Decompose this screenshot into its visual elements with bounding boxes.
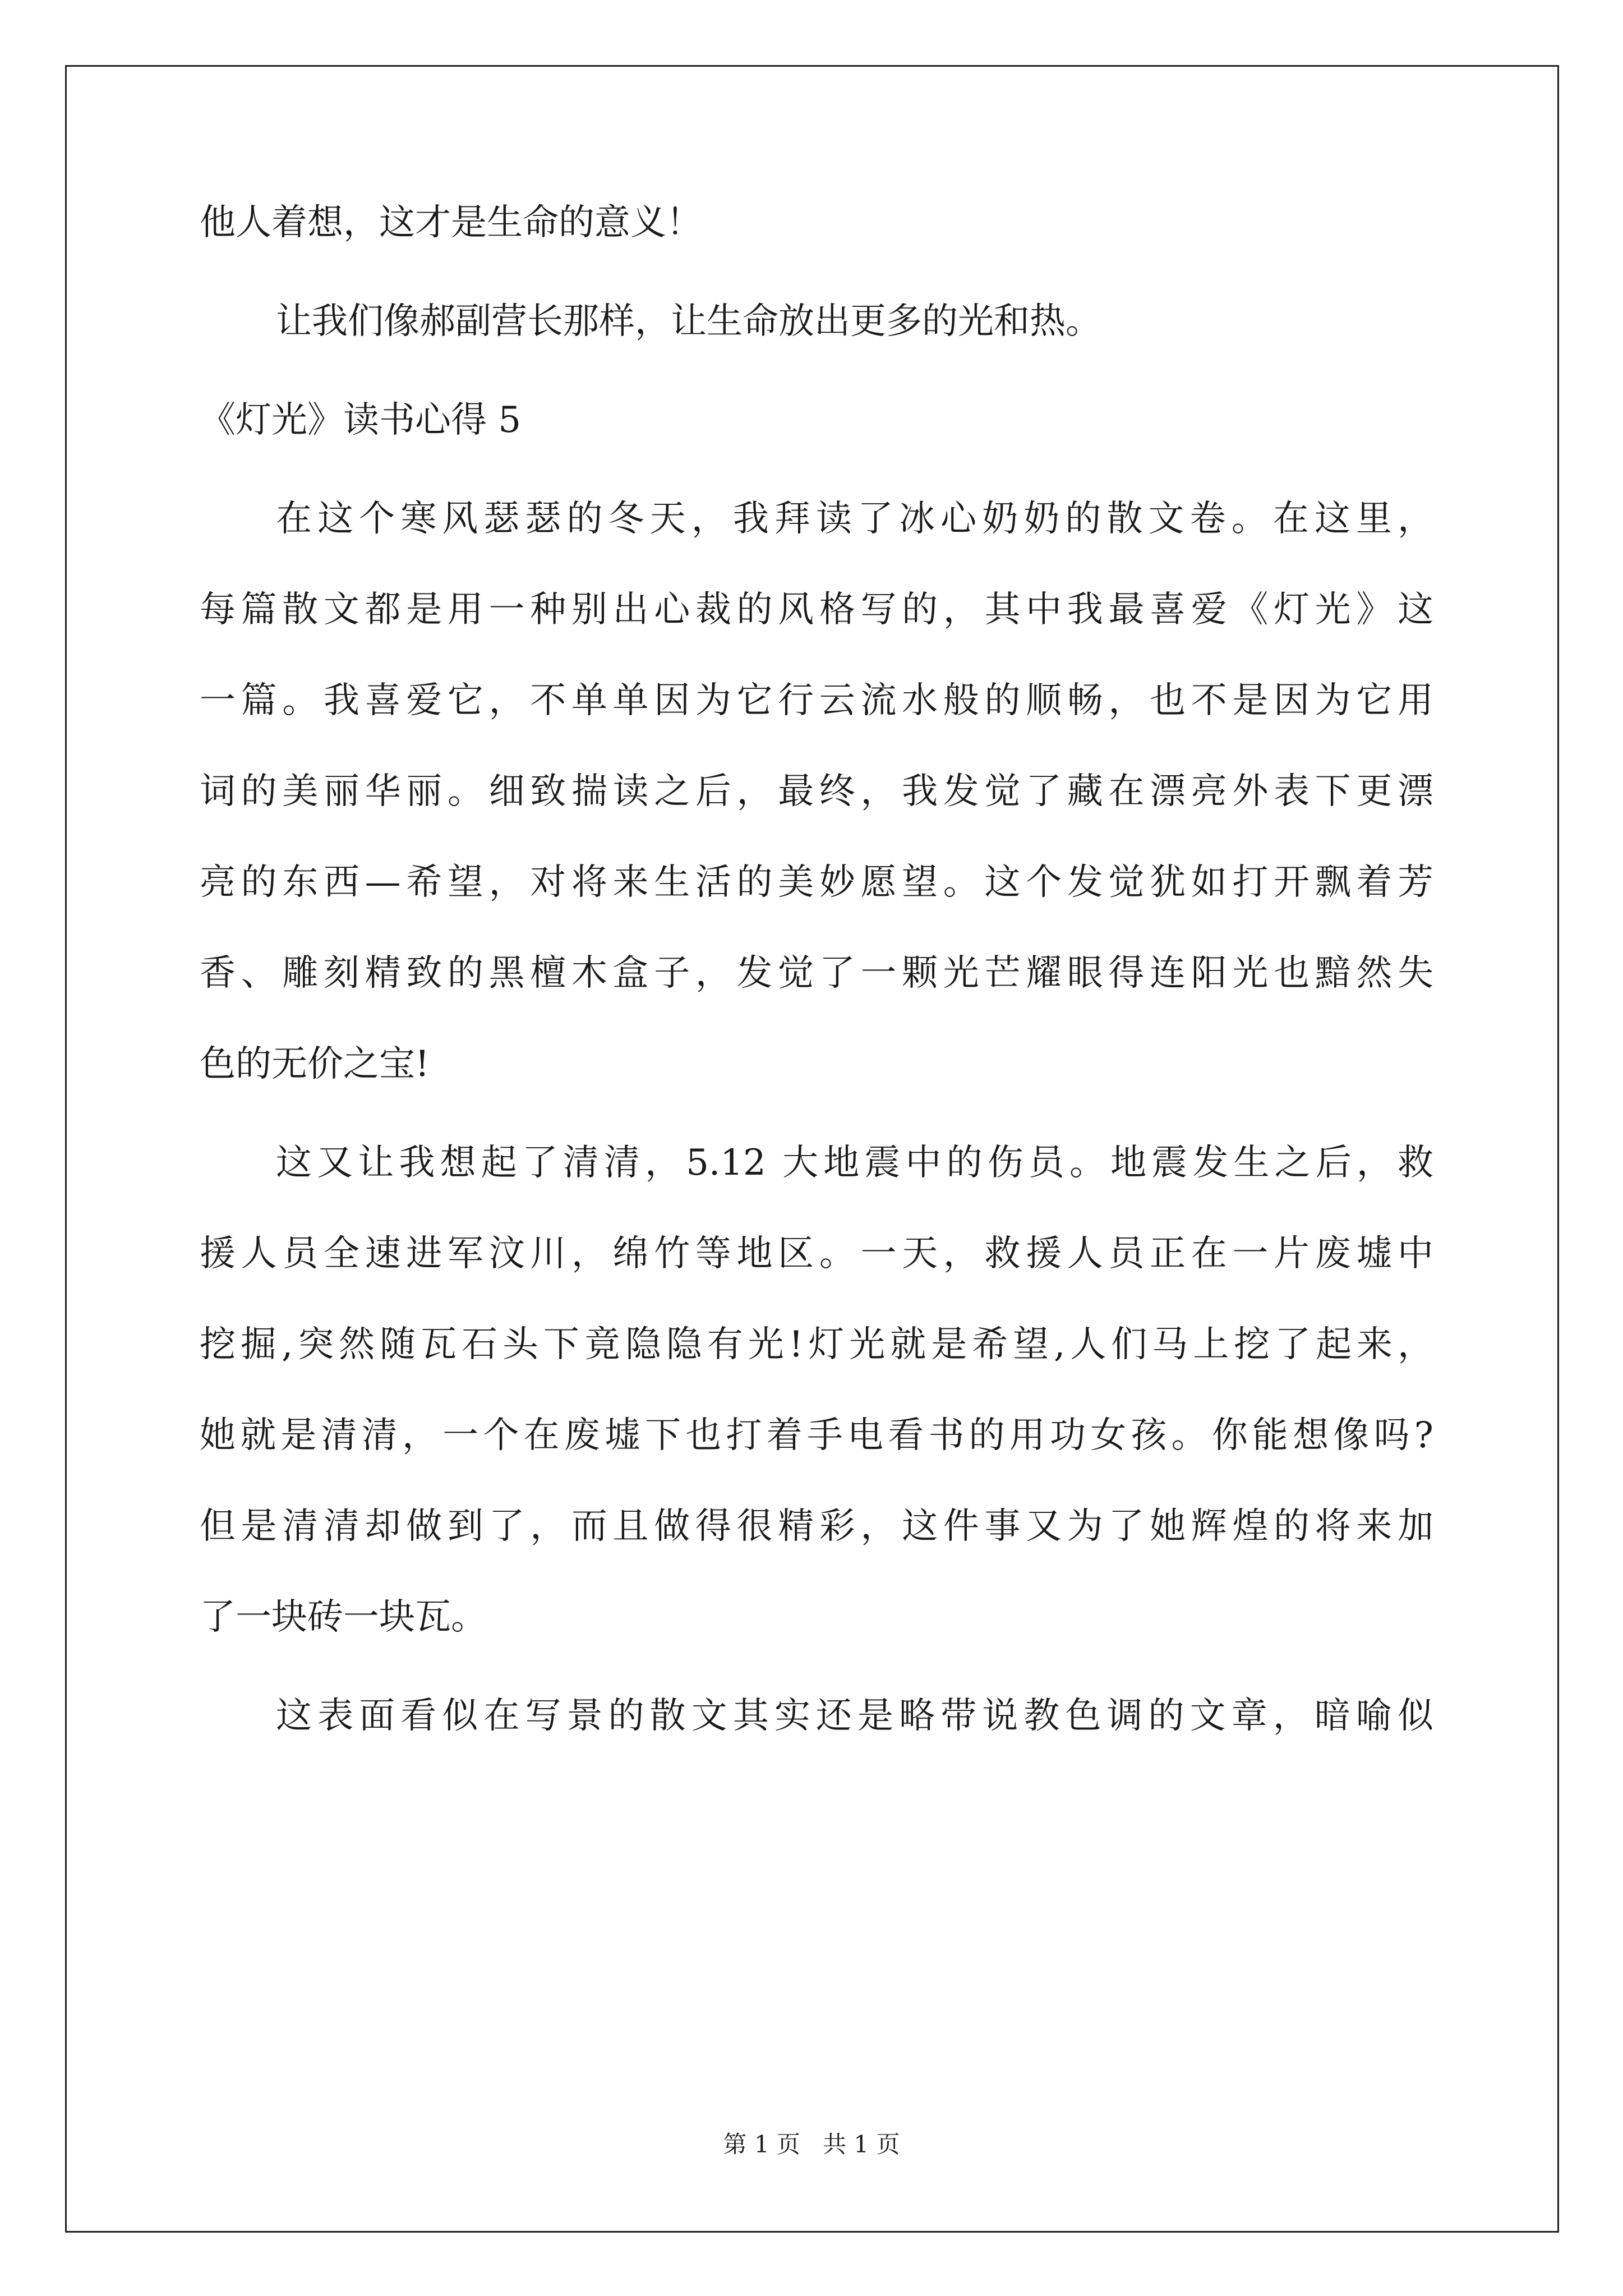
text-line: 在这个寒风瑟瑟的冬天，我拜读了冰心奶奶的散文卷。在这里， (276, 498, 1433, 540)
text-line: 但是清清却做到了，而且做得很精彩，这件事又为了她辉煌的将来加 (200, 1506, 1433, 1547)
text-line: 每篇散文都是用一种别出心裁的风格写的，其中我最喜爱《灯光》这 (200, 589, 1433, 631)
text-line: 一篇。我喜爱它，不单单因为它行云流水般的顺畅，也不是因为它用 (200, 680, 1433, 721)
page-total: 共 1 页 (823, 2131, 900, 2158)
text-line: 色的无价之宝! (200, 1043, 430, 1085)
page-footer (0, 2133, 1623, 2156)
section-heading: 《灯光》读书心得 5 (200, 399, 522, 441)
text-line: 他人着想，这才是生命的意义！ (200, 202, 702, 243)
text-line: 词的美丽华丽。细致揣读之后，最终，我发觉了藏在漂亮外表下更漂 (200, 771, 1433, 812)
text-line: 亮的东西—希望，对将来生活的美妙愿望。这个发觉犹如打开飘着芳 (200, 862, 1433, 903)
text-line: 她就是清清，一个在废墟下也打着手电看书的用功女孩。你能想像吗? (200, 1415, 1433, 1456)
document-body (200, 202, 1433, 1789)
footer-spacer (800, 2131, 823, 2158)
text-line: 这又让我想起了清清，5.12 大地震中的伤员。地震发生之后，救 (276, 1142, 1433, 1184)
text-line: 了一块砖一块瓦。 (200, 1596, 487, 1638)
text-line: 香、雕刻精致的黑檀木盒子，发觉了一颗光芒耀眼得连阳光也黯然失 (200, 953, 1433, 994)
text-line: 挖掘,突然随瓦石头下竟隐隐有光!灯光就是希望,人们马上挖了起来， (200, 1324, 1433, 1365)
text-line: 让我们像郝副营长那样，让生命放出更多的光和热。 (276, 301, 1101, 342)
text-line: 援人员全速进军汶川，绵竹等地区。一天，救援人员正在一片废墟中 (200, 1233, 1433, 1274)
page-number: 第 1 页 (723, 2131, 800, 2158)
text-line: 这表面看似在写景的散文其实还是略带说教色调的文章，暗喻似 (276, 1695, 1433, 1737)
